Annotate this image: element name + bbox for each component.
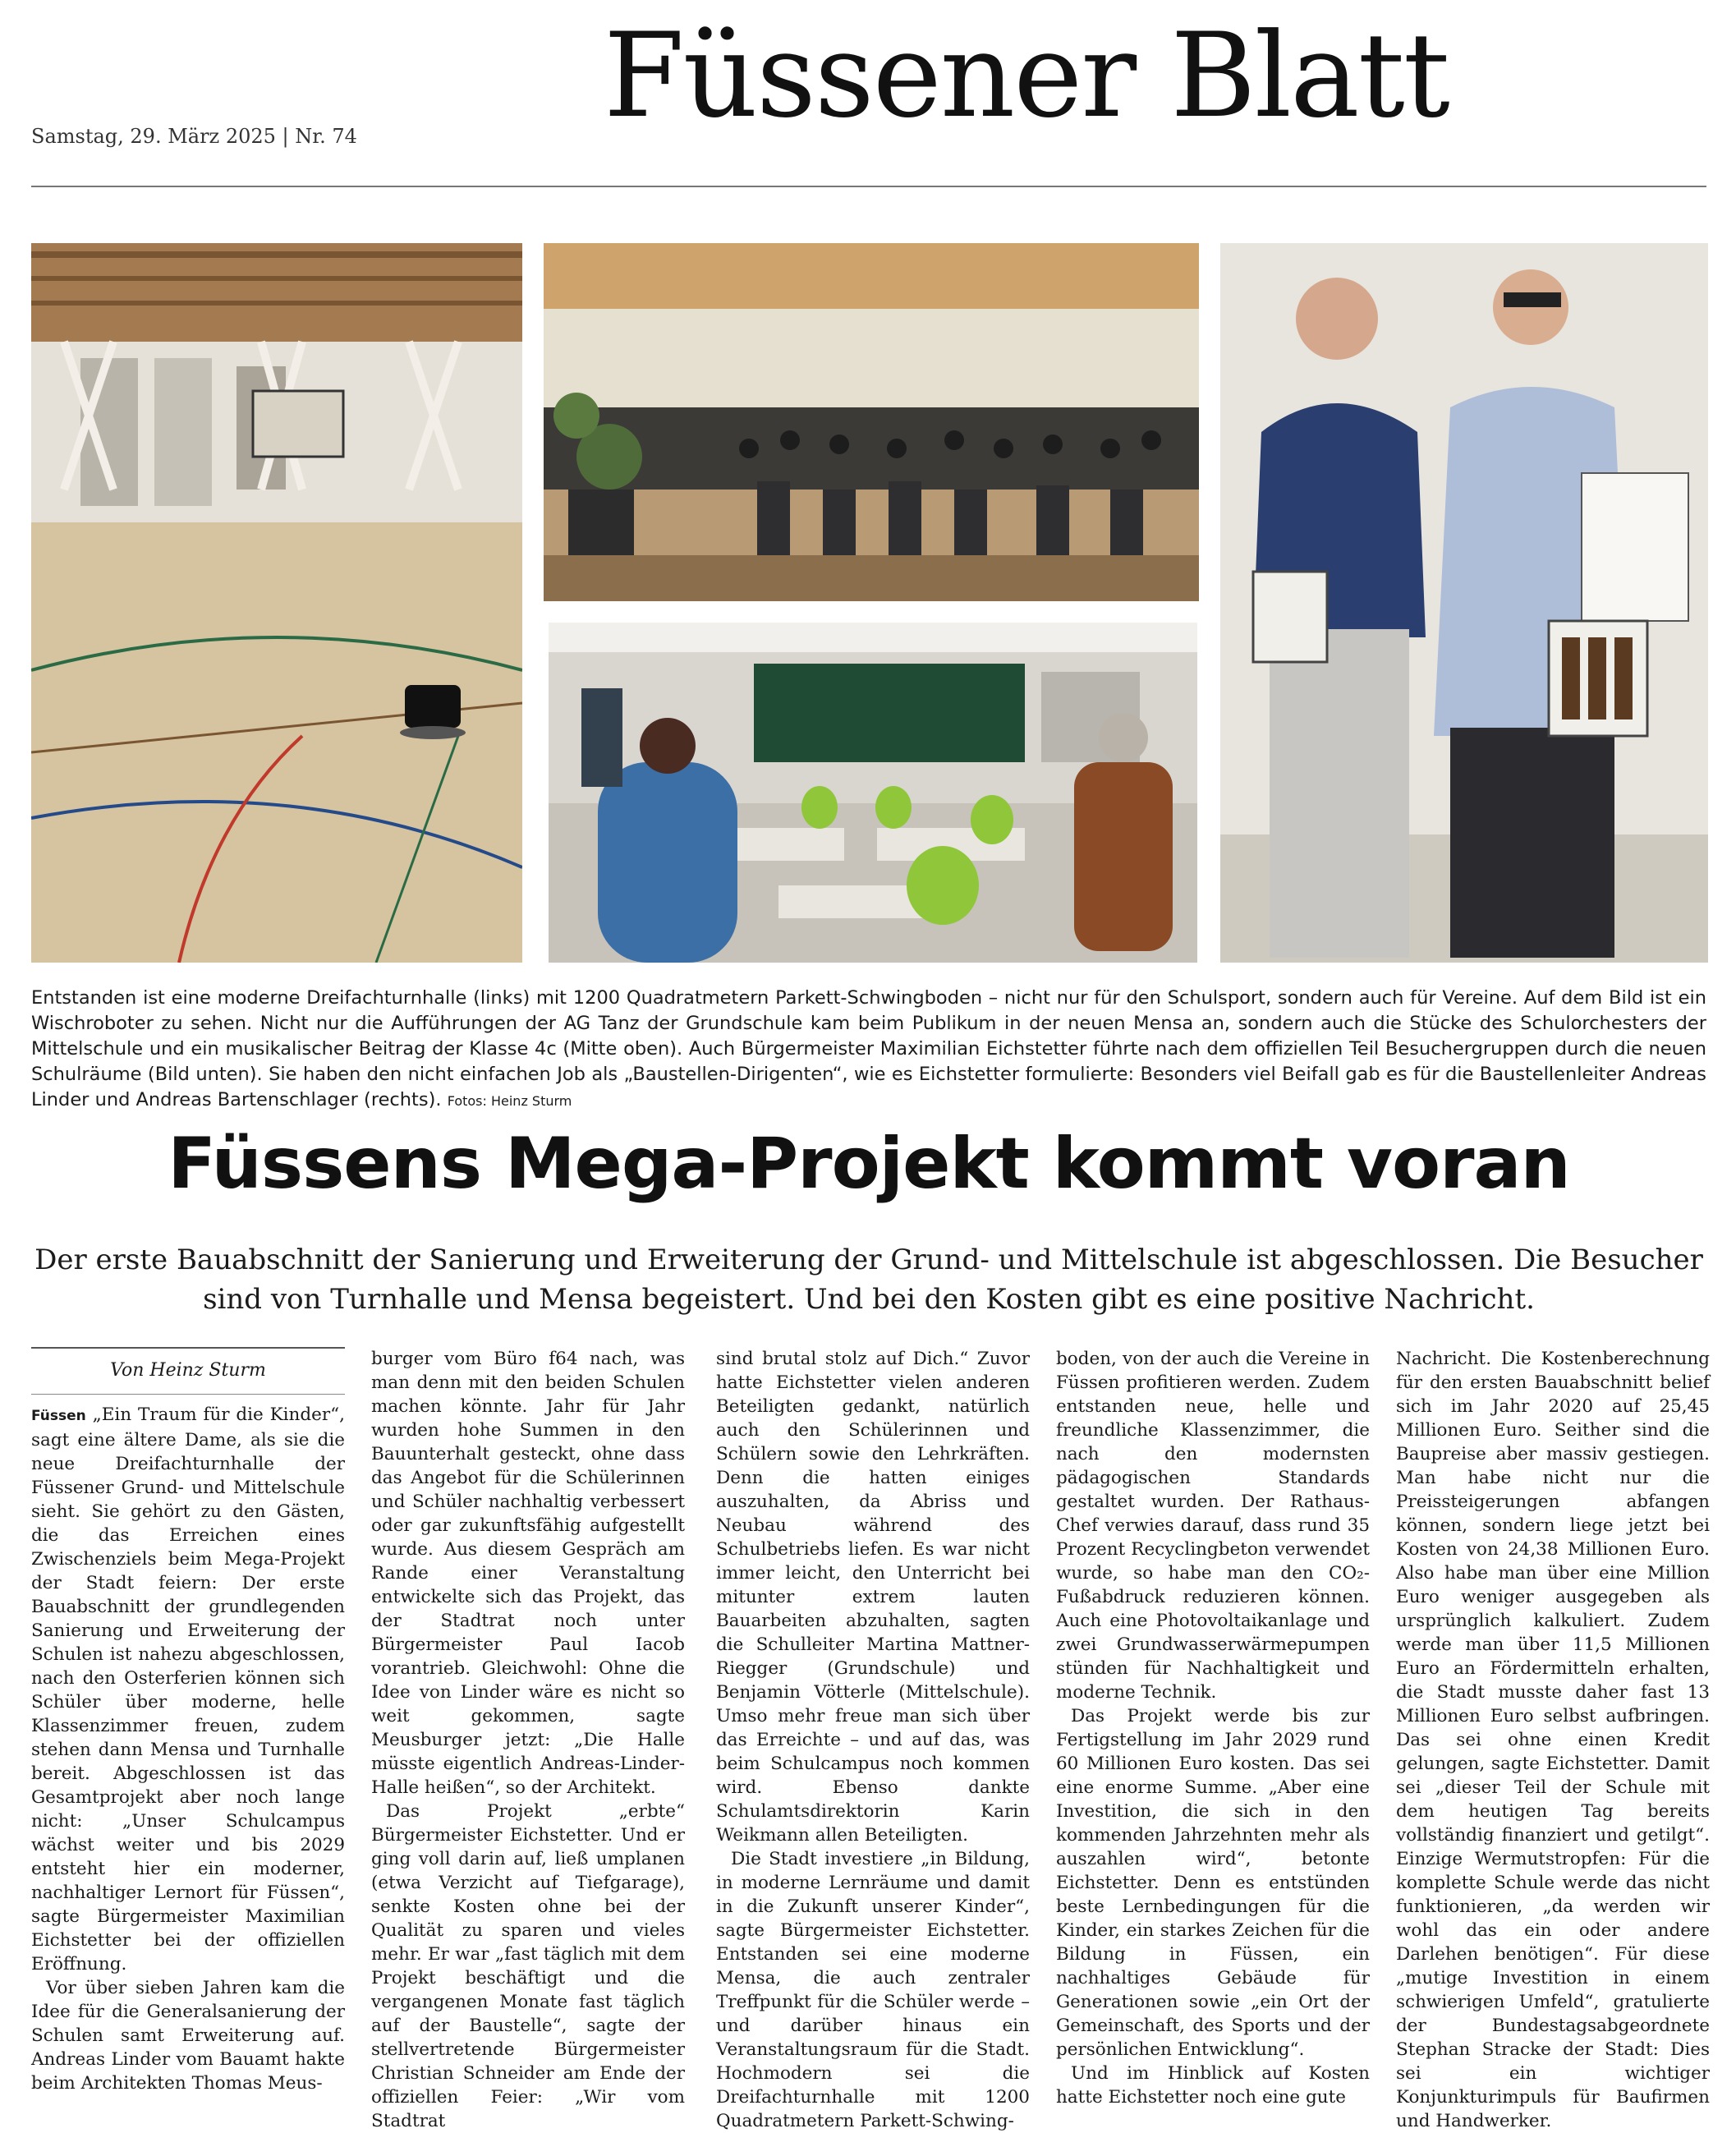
article-paragraph: Die Stadt investiere „in Bildung, in moderne Lernräume und damit in die Zukunft unserer Kinder“, sagte Bürgermeister Eichstetter. Entstanden sei eine moderne Mensa, die auch zentraler Treffpunkt für die Schüler werde – und darüber hinaus ein Veranstaltungsraum für die Stadt. Hochmodern sei die Dreifachturnhalle mit 1200 Quadratmetern Parkett-Schwing- — [716, 1849, 1030, 2131]
newspaper-masthead: Füssener Blatt — [604, 8, 1449, 144]
article-paragraph: sind brutal stolz auf Dich.“ Zuvor hatte Eichstetter vielen anderen Beteiligten gedankt, natürlich auch den Schülerinnen und Schülern sowie den Lehrkräften. Denn die hatten einiges auszuhalten, da Abriss und Neubau während des Schulbetriebs liefen. Es war nicht immer leicht, den Unterricht bei mitunter extrem lauten Bauarbeiten abzuhalten, sagten die Schulleiter Martina Mattner-Riegger (Grundschule) und Benjamin Vötterle (Mittelschule). Umso mehr freue man sich über das Erreichte – und auf das, was beim Schulcampus noch kommen wird. Ebenso dankte Schulamtsdirektorin Karin Weikmann allen Beteiligten. — [716, 1349, 1030, 1846]
article-paragraph: Das Projekt werde bis zur Fertigstellung im Jahr 2029 rund 60 Millionen Euro kosten. Das sei eine enorme Summe. „Aber eine Investition, die sich in den kommenden Jahrzehnten mehr als auszahlen wird“, betonte Eichstetter. Denn es entstünden beste Lernbedingungen für die Kinder, ein starkes Zeichen für die Bildung in Füssen, ein nachhaltiges Gebäude für Generationen sowie „ein Ort der Gemeinschaft, des Sports und der persönlichen Entwicklung“. — [1056, 1706, 1370, 2060]
issue-dateline: Samstag, 29. März 2025 | Nr. 74 — [31, 125, 357, 148]
classroom-visit-photo — [549, 623, 1197, 963]
dance-performance-photo — [544, 243, 1199, 601]
article-column-4 — [1056, 1347, 1370, 2109]
article-headline: Füssens Mega-Projekt kommt voran — [168, 1123, 1570, 1205]
article-subhead: Der erste Bauabschnitt der Sanierung und Erweiterung der Grund- und Mittelschule ist abgeschlossen. Die Besucher sind von Turnhalle und Mensa begeistert. Und bei den Kosten gibt es eine positive Nachricht. — [34, 1243, 1703, 1316]
author-byline: Von Heinz Sturm — [31, 1347, 345, 1395]
article-column-2 — [371, 1347, 685, 2133]
article-paragraph: Nachricht. Die Kostenberechnung für den ersten Bauabschnitt belief sich im Jahr 2020 auf 25,45 Millionen Euro. Seither sind die Baupreise aber massiv gestiegen. Man habe nicht nur die Preissteigerungen abfangen können, sondern liege jetzt bei Kosten von 24,38 Millionen Euro. Also habe man über eine Million Euro weniger ausgegeben als ursprünglich kalkuliert. Zudem werde man über 11,5 Millionen Euro an Fördermitteln erhalten, die Stadt musste daher fast 13 Millionen Euro selbst aufbringen. Das sei ohne einen Kredit gelungen, sagte Eichstetter. Damit sei „dieser Teil der Schule mit dem heutigen Tag bereits vollständig finanziert und getilgt“. Einzige Wermutstropfen: Für die komplette Schule werde das nicht funktionieren, „da werden wir wohl das ein oder andere Darlehen benötigen“. Für diese „mutige Investition in einem schwierigen Umfeld“, gratulierte der Bundestagsabgeordnete Stephan Stracke der Stadt: Dies sei ein wichtiger Konjunkturimpuls für Baufirmen und Handwerker. — [1396, 1349, 1710, 2131]
article-column-3 — [716, 1347, 1030, 2133]
article-paragraph: burger vom Büro f64 nach, was man denn mit den beiden Schulen machen könnte. Jahr für Jahr wurden hohe Summen in den Bauunterhalt gesteckt, ohne dass das Angebot für die Schülerinnen und Schüler nachhaltig verbessert oder gar zukunftsfähig aufgestellt wurde. Aus diesem Gespräch am Rande einer Veranstaltung entwickelte sich das Projekt, das der Stadtrat noch unter Bürgermeister Paul Iacob vorantrieb. Gleichwohl: Ohne die Idee von Linder wäre es nicht so weit gekommen, sagte Meusburger jetzt: „Die Halle müsste eigentlich Andreas-Linder-Halle heißen“, so der Architekt. — [371, 1349, 685, 1798]
construction-managers-photo — [1220, 243, 1708, 963]
caption-text: Entstanden ist eine moderne Dreifachturnhalle (links) mit 1200 Quadratmetern Parkett-Schwingboden – nicht nur für den Schulsport, sondern auch für Vereine. Auf dem Bild ist ein Wischroboter zu sehen. Nicht nur die Aufführungen der AG Tanz der Grundschule kam beim Publikum in der neuen Mensa an, sondern auch die Stücke des Schulorchesters der Mittelschule und ein musikalischer Beitrag der Klasse 4c (Mitte oben). Auch Bürgermeister Maximilian Eichstetter führte nach dem offiziellen Teil Besuchergruppen durch die neuen Schulräume (Bild unten). Sie haben den nicht einfachen Job als „Baustellen-Dirigenten“, wie es Eichstetter formulierte: Besonders viel Beifall gab es für die Baustellenleiter Andreas Linder und Andreas Bartenschlager (rechts). — [31, 987, 1706, 1110]
gym-photo — [31, 243, 522, 963]
article-text: „Ein Traum für die Kinder“, sagt eine ältere Dame, als sie die neue Dreifachturnhalle der Füssener Grund- und Mittelschule sieht. Sie gehört zu den Gästen, die das Erreichen eines Zwischenziels beim Mega-Projekt der Stadt feiern: Der erste Bauabschnitt der grundlegenden Sanierung und Erweiterung der Schulen ist nahezu abgeschlossen, nach den Osterferien können sich Schüler über moderne, helle Klassenzimmer freuen, zudem stehen dann Mensa und Turnhalle bereit. Abgeschlossen ist das Gesamtprojekt aber noch lange nicht: „Unser Schulcampus wächst weiter und bis 2029 entsteht hier ein moderner, nachhaltiger Lernort für Füssen“, sagte Bürgermeister Maximilian Eichstetter bei der offiziellen Eröffnung. — [31, 1404, 345, 1974]
header-rule — [31, 186, 1706, 187]
article-paragraph: boden, von der auch die Vereine in Füssen profitieren werden. Zudem entstanden neue, helle und freundliche Klassenzimmer, die nach den modernsten pädagogischen Standards gestaltet wurden. Der Rathaus-Chef verwies darauf, dass rund 35 Prozent Recyclingbeton verwendet wurde, so habe man den CO₂-Fußabdruck reduzieren können. Auch eine Photovoltaikanlage und zwei Grundwasserwärmepumpen stünden für Nachhaltigkeit und moderne Technik. — [1056, 1349, 1370, 1703]
article-paragraph: Das Projekt „erbte“ Bürgermeister Eichstetter. Und er ging voll darin auf, ließ umplanen (etwa Verzicht auf Tiefgarage), senkte Kosten ohne bei der Qualität zu sparen und vieles mehr. Er war „fast täglich mit dem Projekt beschäftigt und die vergangenen Monate fast täglich auf der Baustelle“, sagte der stellvertretende Bürgermeister Christian Schneider am Ende der offiziellen Feier: „Wir vom Stadtrat — [371, 1801, 685, 2131]
photo-caption — [31, 986, 1706, 1114]
photo-credit: Fotos: Heinz Sturm — [447, 1093, 572, 1109]
article-column-5 — [1396, 1347, 1710, 2133]
article-paragraph: Und im Hinblick auf Kosten hatte Eichstetter noch eine gute — [1056, 2063, 1370, 2108]
article-paragraph — [31, 1403, 345, 1976]
article-column-1 — [31, 1347, 345, 2095]
article-dateline: Füssen — [31, 1408, 86, 1424]
article-paragraph: Vor über sieben Jahren kam die Idee für die Generalsanierung der Schulen samt Erweiterung auf. Andreas Linder vom Bauamt hakte beim Architekten Thomas Meus- — [31, 1978, 345, 2094]
